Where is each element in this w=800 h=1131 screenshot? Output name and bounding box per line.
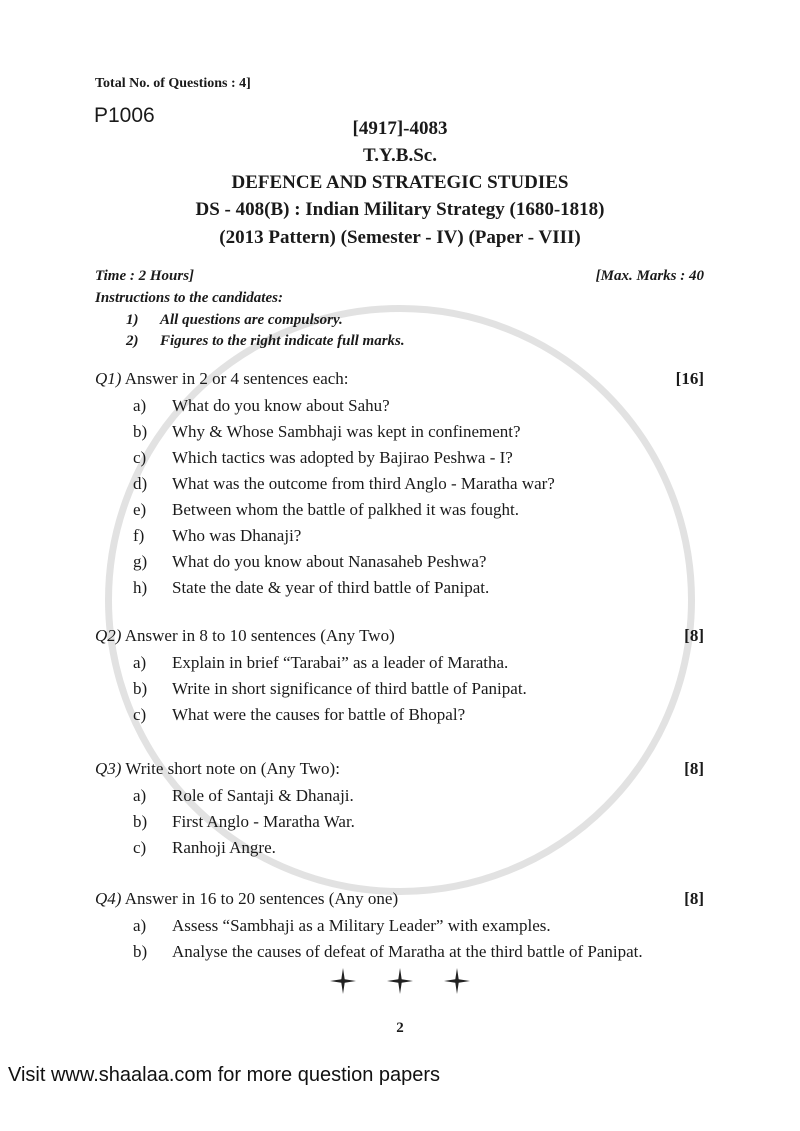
sub-question-text: Who was Dhanaji? <box>172 526 302 545</box>
question-number: Q1) <box>95 369 122 388</box>
sub-question-text: Which tactics was adopted by Bajirao Peshwa - I? <box>172 448 513 467</box>
sub-question-text: First Anglo - Maratha War. <box>172 812 355 831</box>
question-text: Answer in 2 or 4 sentences each: <box>124 369 349 388</box>
sub-question-label: c) <box>133 705 147 724</box>
course: T.Y.B.Sc. <box>363 145 437 166</box>
question-text: Write short note on (Any Two): <box>125 759 340 778</box>
watermark-circle <box>105 305 695 895</box>
instruction-number: 2) <box>126 333 139 349</box>
question-text: Answer in 16 to 20 sentences (Any one) <box>124 889 399 908</box>
sub-question-text: State the date & year of third battle of Panipat. <box>172 578 490 597</box>
instruction-text: Figures to the right indicate full marks. <box>160 333 405 349</box>
star-icon <box>387 968 413 994</box>
sub-question-label: a) <box>133 396 147 415</box>
sub-question-label: b) <box>133 422 148 441</box>
sub-question-label: b) <box>133 812 148 831</box>
star-icon <box>444 968 470 994</box>
question-marks: [8] <box>684 626 704 645</box>
sub-question-text: Write in short significance of third battle of Panipat. <box>172 679 527 698</box>
question-marks: [16] <box>675 369 704 388</box>
instruction-number: 1) <box>126 312 139 328</box>
question-number: Q3) <box>95 759 122 778</box>
sub-question-text: Assess “Sambhaji as a Military Leader” with examples. <box>172 916 551 935</box>
sub-question-label: e) <box>133 500 147 519</box>
question-heading <box>95 759 340 779</box>
question-heading <box>95 626 395 646</box>
sub-question-text: Explain in brief “Tarabai” as a leader of Maratha. <box>172 653 509 672</box>
question-number: Q2) <box>95 626 122 645</box>
sub-question-text: Analyse the causes of defeat of Maratha at the third battle of Panipat. <box>172 942 643 961</box>
total-questions: Total No. of Questions : 4] <box>95 76 251 91</box>
sub-question-label: g) <box>133 552 148 571</box>
sub-question-text: What do you know about Sahu? <box>172 396 390 415</box>
paper-title: DS - 408(B) : Indian Military Strategy (1680-1818) <box>195 199 605 220</box>
sub-question-text: Why & Whose Sambhaji was kept in confinement? <box>172 422 521 441</box>
pattern: (2013 Pattern) (Semester - IV) (Paper - VIII) <box>219 227 581 248</box>
sub-question-text: What was the outcome from third Anglo - Maratha war? <box>172 474 555 493</box>
sub-question-text: Role of Santaji & Dhanaji. <box>172 786 354 805</box>
footer-link-text[interactable]: Visit www.shaalaa.com for more question papers <box>8 1064 441 1086</box>
sub-question-label: f) <box>133 526 145 545</box>
star-icon <box>330 968 356 994</box>
instructions-title: Instructions to the candidates: <box>95 290 283 306</box>
sub-question-label: c) <box>133 448 147 467</box>
sub-question-text: Between whom the battle of palkhed it was fought. <box>172 500 519 519</box>
sub-question-label: d) <box>133 474 148 493</box>
question-text: Answer in 8 to 10 sentences (Any Two) <box>124 626 395 645</box>
sub-question-label: a) <box>133 786 147 805</box>
sub-question-label: h) <box>133 578 148 597</box>
instruction-text: All questions are compulsory. <box>160 312 343 328</box>
sub-question-label: c) <box>133 838 147 857</box>
subject: DEFENCE AND STRATEGIC STUDIES <box>231 172 569 193</box>
question-marks: [8] <box>684 889 704 908</box>
end-marks <box>330 968 470 994</box>
sub-question-label: a) <box>133 653 147 672</box>
page-number: 2 <box>396 1020 404 1036</box>
question-number: Q4) <box>95 889 122 908</box>
sub-question-label: a) <box>133 916 147 935</box>
paper-code: P1006 <box>94 104 155 127</box>
exam-code: [4917]-4083 <box>352 118 448 139</box>
sub-question-label: b) <box>133 679 148 698</box>
sub-question-text: What do you know about Nanasaheb Peshwa? <box>172 552 487 571</box>
question-heading <box>95 889 398 909</box>
question-heading <box>95 369 349 389</box>
question-marks: [8] <box>684 759 704 778</box>
sub-question-label: b) <box>133 942 148 961</box>
sub-question-text: What were the causes for battle of Bhopal? <box>172 705 466 724</box>
max-marks: [Max. Marks : 40 <box>595 268 704 284</box>
time: Time : 2 Hours] <box>95 268 195 284</box>
sub-question-text: Ranhoji Angre. <box>172 838 276 857</box>
